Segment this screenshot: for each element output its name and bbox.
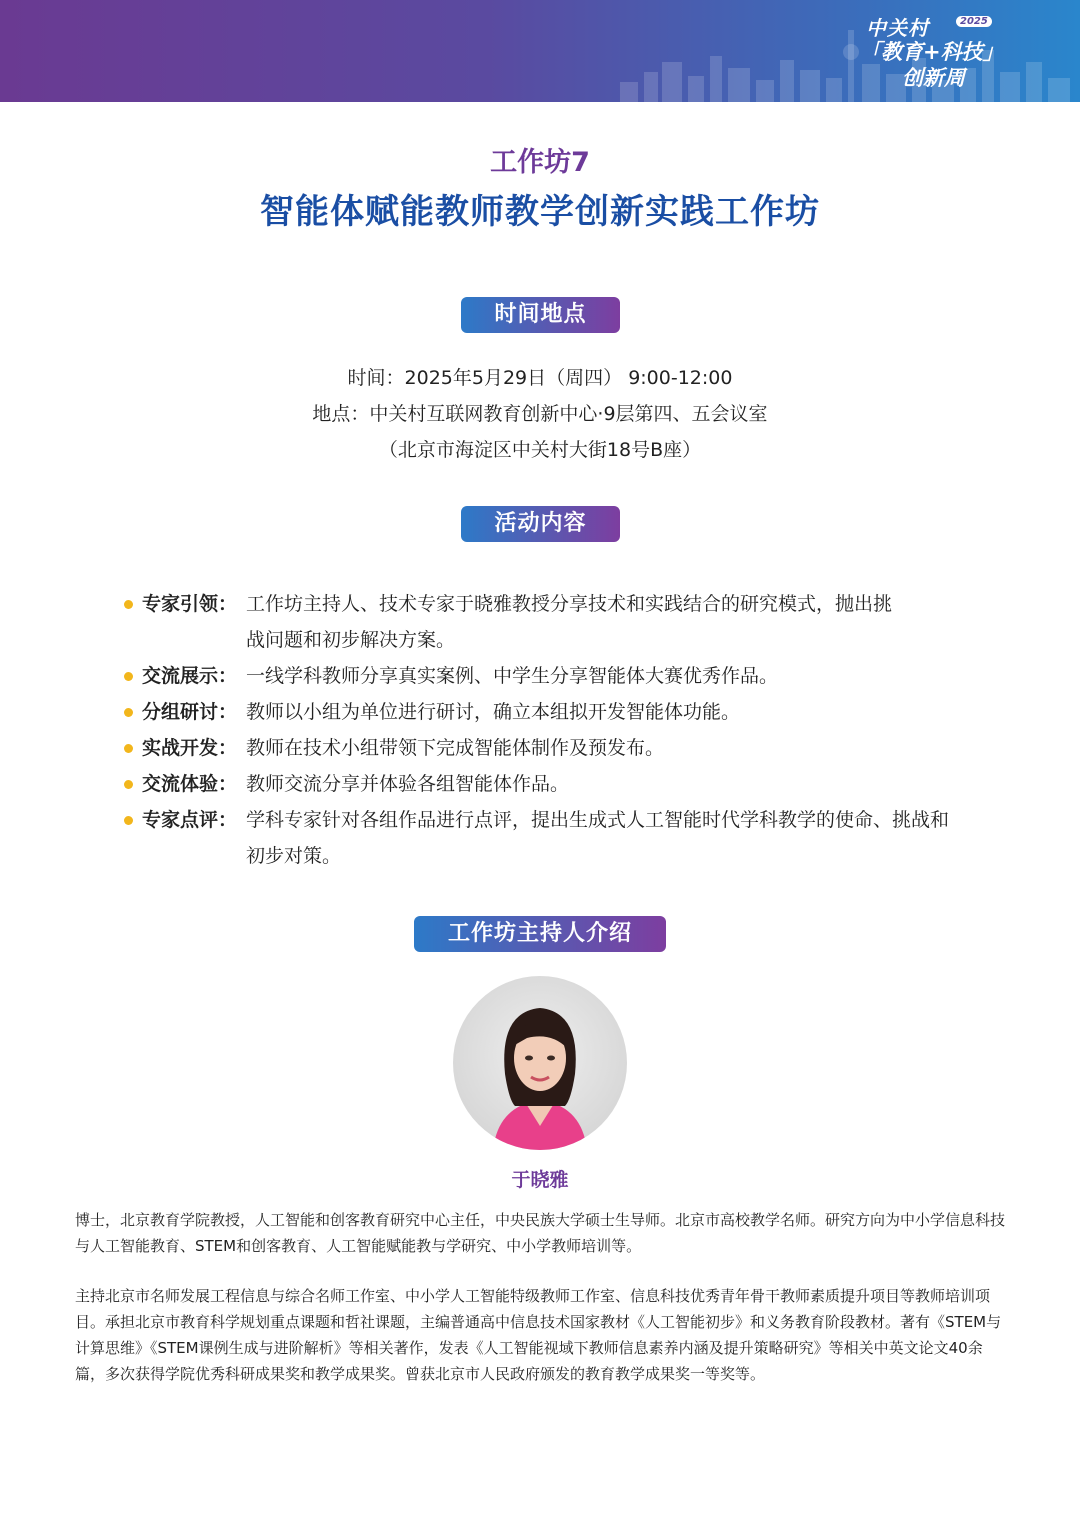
activity-label: 分组研讨： (142, 701, 238, 723)
activity-label: 交流体验： (142, 773, 238, 795)
host-portrait-icon (453, 976, 627, 1150)
host-bio-paragraph-2: 主持北京市名师发展工程信息与综合名师工作室、中小学人工智能特级教师工作室、信息科技优秀青年骨干教师素质提升项目等教师培训项目。承担北京市教育科学规划重点课题和哲社课题，主编普通高中信息技术国家教材《人工智能初步》和义务教育阶段教材。著有《STEM与计算思维》《STEM课例生成与进阶解析》等相关著作，发表《人工智能视域下教师信息素养内涵及提升策略研究》等相关中英文论文40余篇，多次获得学院优秀科研成果奖和教学成果奖。曾获北京市人民政府颁发的教育教学成果奖一等奖等。 (75, 1287, 1002, 1383)
bullet-dot-icon (124, 600, 133, 609)
host-name: 于晓雅 (511, 1169, 569, 1191)
logo-line-1: 中关村 (866, 16, 929, 40)
activity-text: 工作坊主持人、技术专家于晓雅教授分享技术和实践结合的研究模式，抛出挑战问题和初步解决方案。 (246, 593, 893, 651)
activity-label: 交流展示： (142, 665, 238, 687)
bullet-dot-icon (124, 816, 133, 825)
activity-text: 学科专家针对各组作品进行点评，提出生成式人工智能时代学科教学的使命、挑战和初步对策。 (246, 809, 950, 867)
activity-item (124, 802, 984, 874)
activity-item (124, 586, 984, 658)
bullet-dot-icon (124, 672, 133, 681)
workshop-number: 工作坊7 (490, 147, 590, 178)
section-heading-host: 工作坊主持人介绍 (414, 916, 666, 952)
bullet-dot-icon (124, 780, 133, 789)
event-time: 时间：2025年5月29日（周四） 9:00-12:00 (347, 367, 733, 389)
activity-label: 专家点评： (142, 809, 238, 831)
activity-item (124, 766, 984, 802)
innovation-week-logo (860, 12, 1010, 92)
activity-text: 教师在技术小组带领下完成智能体制作及预发布。 (246, 737, 665, 759)
logo-line-2: 「教育+科技」 (860, 40, 1004, 64)
event-place: 地点：中关村互联网教育创新中心·9层第四、五会议室 (312, 403, 768, 425)
header-banner (0, 0, 1080, 102)
activity-list (124, 586, 984, 874)
activity-item (124, 694, 984, 730)
activity-text: 教师交流分享并体验各组智能体作品。 (246, 773, 570, 795)
activity-label: 实战开发： (142, 737, 238, 759)
activity-item (124, 658, 984, 694)
activity-label: 专家引领： (142, 593, 238, 615)
bullet-dot-icon (124, 708, 133, 717)
bullet-dot-icon (124, 744, 133, 753)
page-title: 智能体赋能教师教学创新实践工作坊 (260, 192, 820, 232)
host-avatar (453, 976, 627, 1150)
host-bio-paragraph-1: 博士，北京教育学院教授，人工智能和创客教育研究中心主任，中央民族大学硕士生导师。北京市高校教学名师。研究方向为中小学信息科技与人工智能教育、STEM和创客教育、人工智能赋能教与学研究、中小学教师培训等。 (75, 1211, 1006, 1255)
logo-year: 2025 (956, 16, 992, 27)
activity-text: 教师以小组为单位进行研讨，确立本组拟开发智能体功能。 (246, 701, 741, 723)
activity-item (124, 730, 984, 766)
activity-text: 一线学科教师分享真实案例、中学生分享智能体大赛优秀作品。 (246, 665, 779, 687)
event-address: （北京市海淀区中关村大街18号B座） (378, 439, 702, 461)
section-heading-time-place: 时间地点 (461, 297, 620, 333)
section-heading-activities: 活动内容 (461, 506, 620, 542)
logo-line-3: 创新周 (902, 66, 965, 90)
